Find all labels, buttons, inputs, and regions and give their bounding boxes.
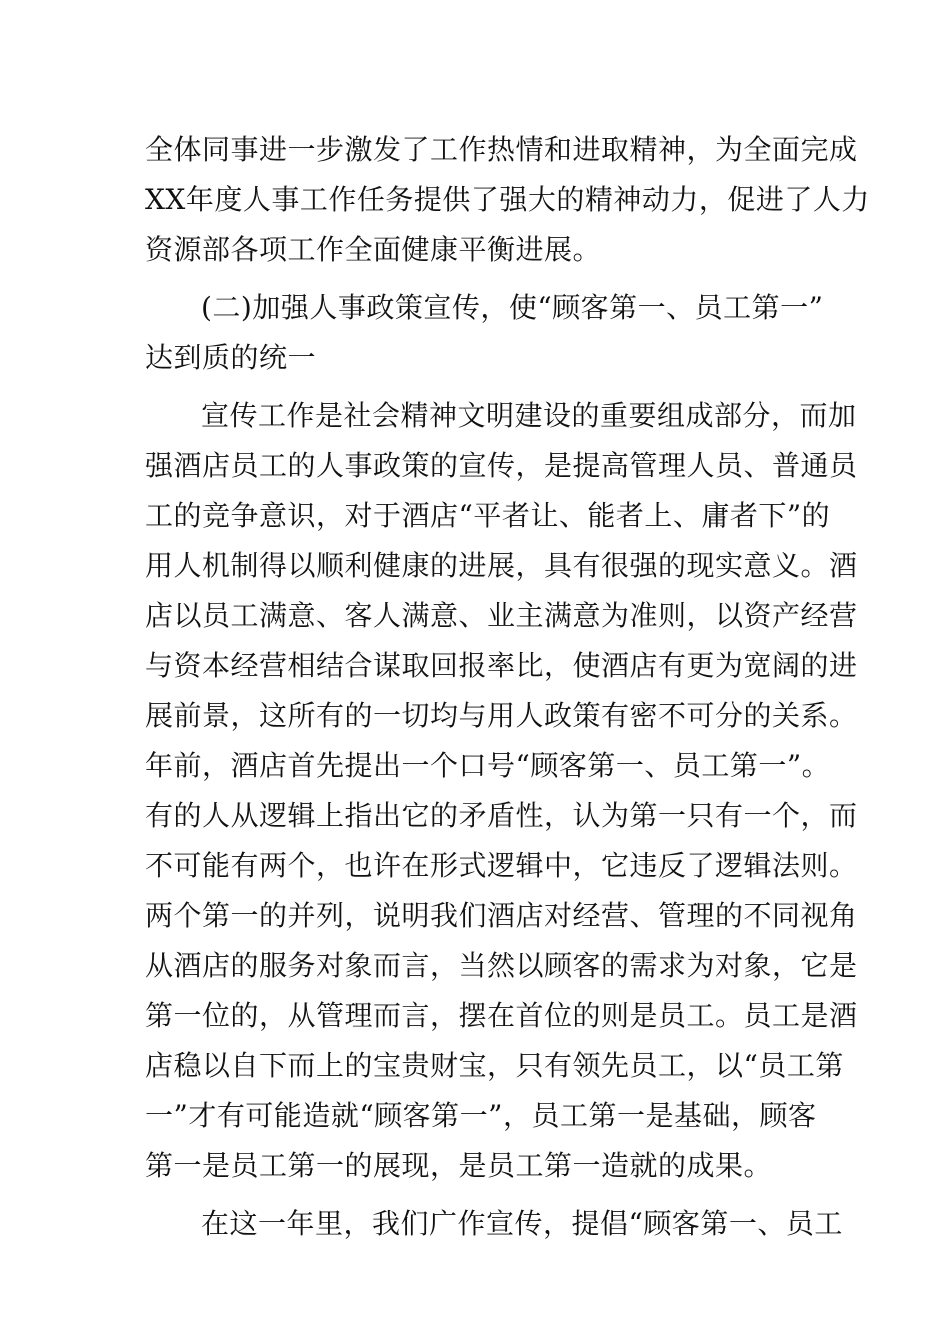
text-line: 店以员工满意、客人满意、业主满意为准则，以资产经营 xyxy=(145,599,858,632)
text-line: 第一是员工第一的展现，是员工第一造就的成果。 xyxy=(145,1149,773,1182)
text-line: 从酒店的服务对象而言，当然以顾客的需求为对象，它是 xyxy=(145,949,858,982)
text-line: 宣传工作是社会精神文明建设的重要组成部分，而加 xyxy=(201,399,857,432)
text-line: 第一位的，从管理而言，摆在首位的则是员工。员工是酒 xyxy=(145,999,858,1032)
text-line: 资源部各项工作全面健康平衡进展。 xyxy=(145,233,602,266)
text-line: 在这一年里，我们广作宣传，提倡“顾客第一、员工 xyxy=(201,1207,843,1240)
text-line: 年前，酒店首先提出一个口号“顾客第一、员工第一”。 xyxy=(145,749,831,782)
text-line: 一”才有可能造就“顾客第一”，员工第一是基础，顾客 xyxy=(145,1099,817,1132)
text-line: 展前景，这所有的一切均与用人政策有密不可分的关系。 xyxy=(145,699,858,732)
text-line: 店稳以自下而上的宝贵财宝，只有领先员工，以“员工第 xyxy=(145,1049,844,1082)
section-heading-line: 达到质的统一 xyxy=(145,341,317,374)
text-line: 两个第一的并列，说明我们酒店对经营、管理的不同视角 xyxy=(145,899,858,932)
section-heading-line: (二)加强人事政策宣传，使“顾客第一、员工第一” xyxy=(201,291,824,324)
text-line: XX年度人事工作任务提供了强大的精神动力，促进了人力 xyxy=(145,183,870,216)
text-line: 全体同事进一步激发了工作热情和进取精神，为全面完成 xyxy=(145,133,858,166)
text-line: 用人机制得以顺利健康的进展，具有很强的现实意义。酒 xyxy=(145,549,858,582)
document-body xyxy=(145,125,870,1249)
text-line: 与资本经营相结合谋取回报率比，使酒店有更为宽阔的进 xyxy=(145,649,858,682)
text-line: 强酒店员工的人事政策的宣传，是提高管理人员、普通员 xyxy=(145,449,858,482)
text-line: 不可能有两个，也许在形式逻辑中，它违反了逻辑法则。 xyxy=(145,849,858,882)
text-line: 有的人从逻辑上指出它的矛盾性，认为第一只有一个，而 xyxy=(145,799,858,832)
text-line: 工的竞争意识，对于酒店“平者让、能者上、庸者下”的 xyxy=(145,499,831,532)
